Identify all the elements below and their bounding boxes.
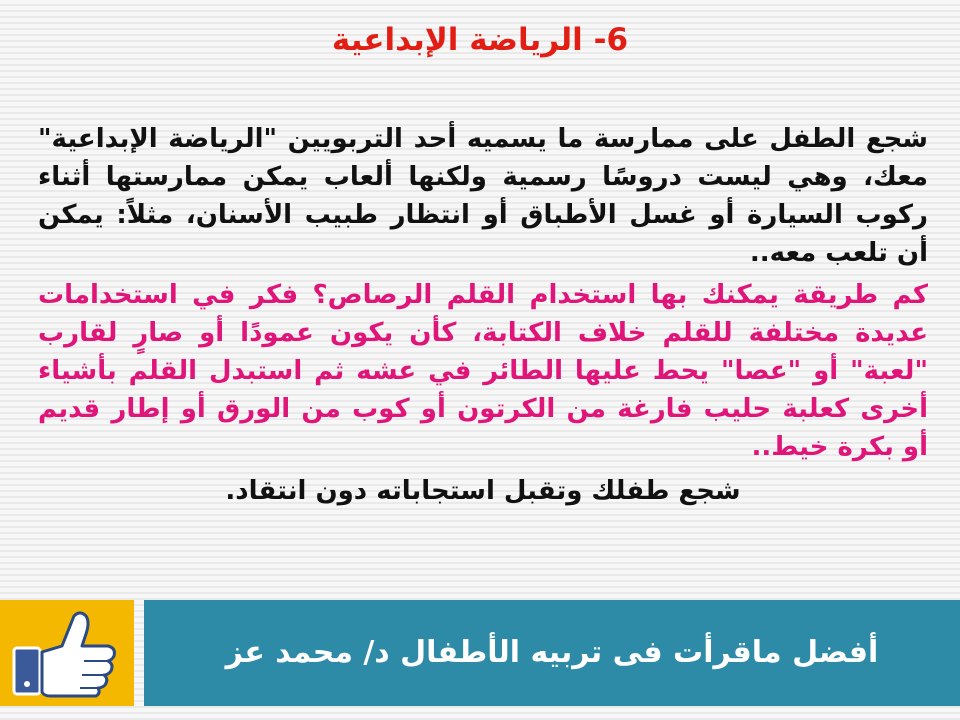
paragraph-intro: شجع الطفل على ممارسة ما يسميه أحد التربويين "الرياضة الإبداعية" معك، وهي ليست دروسًا رسمية ولكنها ألعاب يمكن ممارستها أثناء ركوب السيارة أو غسل الأطباق أو انتظار طبيب الأسنان، مثلاً: يمكن أن تلعب معه.. xyxy=(38,124,928,268)
thumbs-up-icon xyxy=(10,608,122,698)
footer-caption: أفضل ماقرأت فى تربيه الأطفال د/ محمد عز xyxy=(225,635,879,670)
slide-body xyxy=(38,120,928,510)
paragraph-pencil-example: كم طريقة يمكنك بها استخدام القلم الرصاص؟ فكر في استخدامات عديدة مختلفة للقلم خلاف الكتابة، كأن يكون عمودًا أو صارٍ لقارب "لعبة" أو "عصا" يحط عليها الطائر في عشه ثم استبدل القلم بأشياء أخرى كعلبة حليب فارغة من الكرتون أو كوب من الورق أو إطار قديم أو بكرة خيط.. xyxy=(38,280,928,462)
paragraph-conclusion: شجع طفلك وتقبل استجاباته دون انتقاد. xyxy=(225,476,741,506)
footer xyxy=(0,600,960,706)
slide-title: 6- الرياضة الإبداعية xyxy=(331,22,629,58)
